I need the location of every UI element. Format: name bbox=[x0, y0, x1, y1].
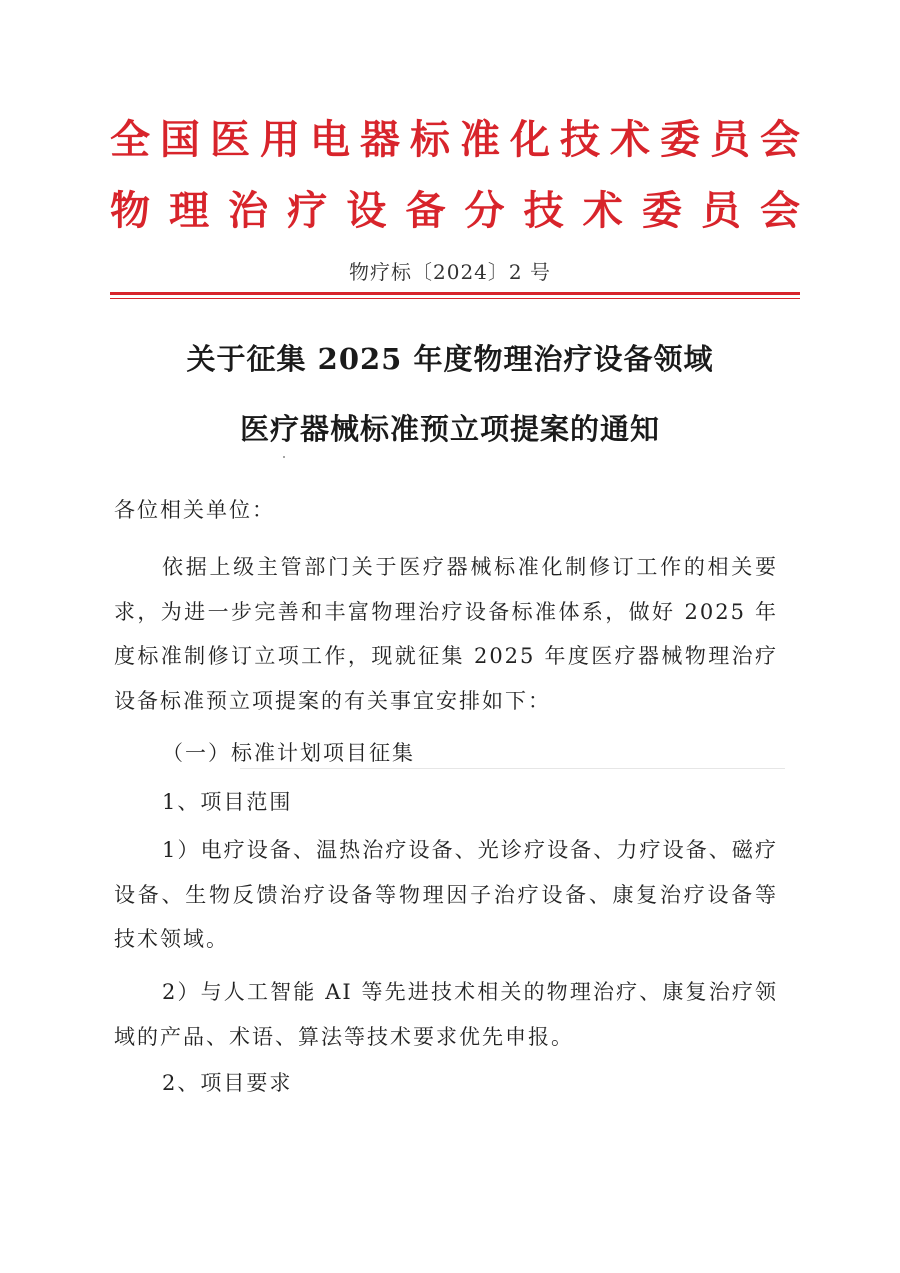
item2-heading: 2、项目要求 bbox=[162, 1071, 293, 1095]
notice-title-line1: 关于征集 2025 年度物理治疗设备领域 bbox=[186, 342, 714, 376]
item1-sub2-paragraph: 2）与人工智能 AI 等先进技术相关的物理治疗、康复治疗领域的产品、术语、算法等技术要求优先申报。 bbox=[114, 980, 778, 1049]
intro-paragraph: 依据上级主管部门关于医疗器械标准化制修订工作的相关要求，为进一步完善和丰富物理治疗设备标准体系，做好 2025 年度标准制修订立项工作，现就征集 2025 年度医疗器械物理治疗设备标准预立项提案的有关事宜安排如下： bbox=[114, 555, 778, 713]
org-name-line1: 全国医用电器标准化技术委员会 bbox=[110, 116, 800, 163]
item1-sub1-paragraph: 1）电疗设备、温热治疗设备、光诊疗设备、力疗设备、磁疗设备、生物反馈治疗设备等物理因子治疗设备、康复治疗设备等技术领域。 bbox=[114, 838, 778, 951]
notice-title-line2: 医疗器械标准预立项提案的通知 bbox=[239, 412, 660, 446]
scan-speck bbox=[283, 456, 285, 458]
document-number: 物疗标〔2024〕2 号 bbox=[349, 260, 551, 284]
salutation: 各位相关单位： bbox=[114, 498, 275, 522]
item1-heading: 1、项目范围 bbox=[162, 790, 293, 814]
section1-heading: （一）标准计划项目征集 bbox=[162, 741, 415, 765]
header-divider-thick bbox=[110, 292, 800, 295]
header-divider-thin bbox=[110, 298, 800, 299]
org-name-line2: 物理治疗设备分技术委员会 bbox=[110, 187, 800, 234]
